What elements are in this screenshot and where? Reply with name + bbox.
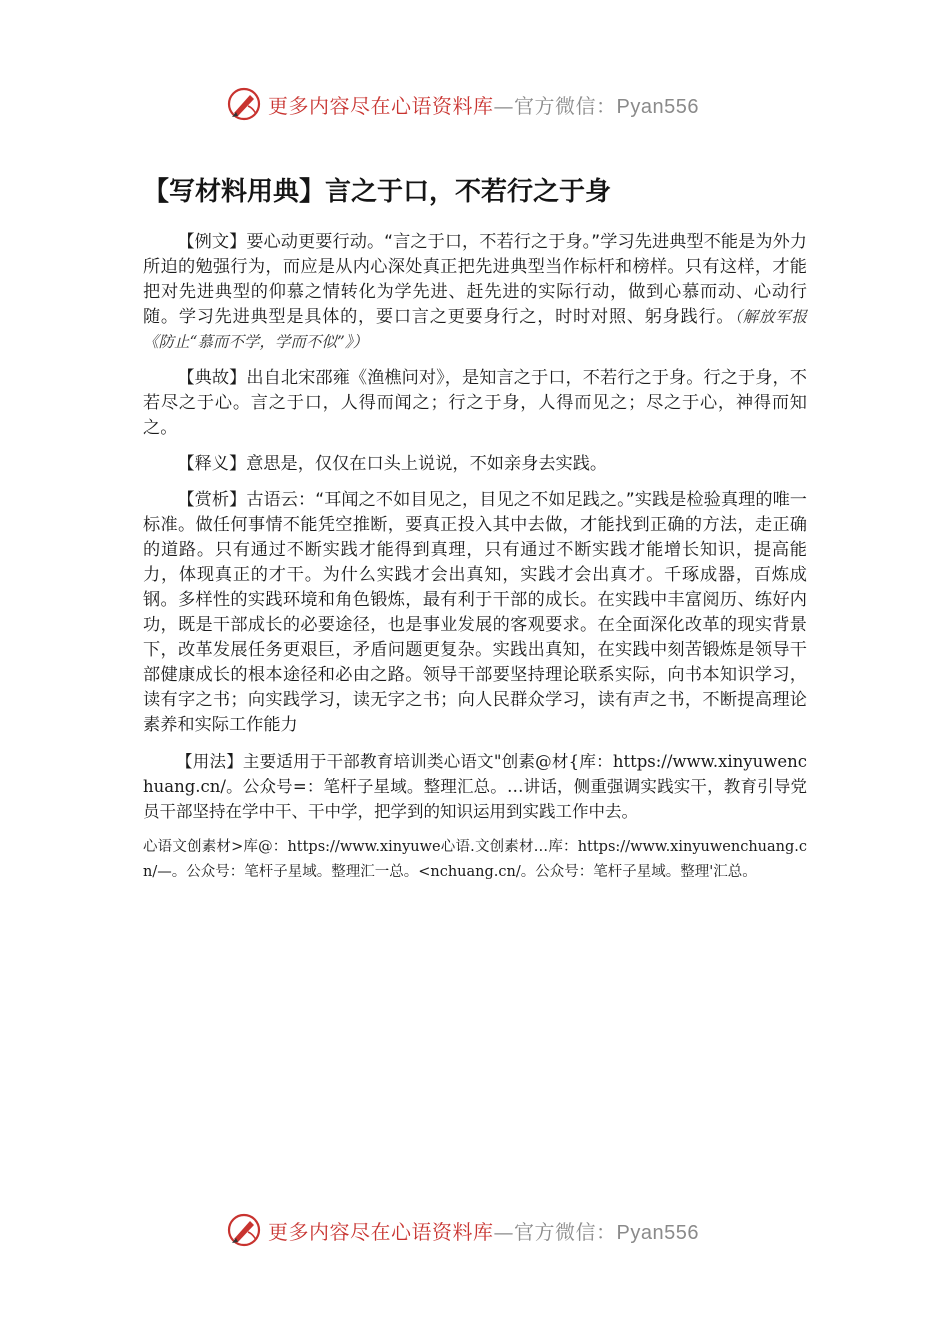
paragraph-origin: 【典故】出自北宋邵雍《渔樵问对》，是知言之于口，不若行之于身。行之于身，不若尽之于心。言之于口，人得而闻之；行之于身，人得而见之；尽之于心，神得而知之。 — [143, 368, 807, 438]
example-text: 【例文】要心动更要行动。“言之于口，不若行之于身。”学习先进典型不能是为外力所迫的勉强行为，而应是从内心深处真正把先进典型当作标杆和榜样。只有这样，才能把对先进典型的仰慕之情转化为学先进、赶先进的实际行动，做到心慕而动、心动行随。学习先进典型是具体的，要口言之更要身行之，时时对照、躬身践行。 — [143, 232, 807, 327]
header-banner — [226, 84, 746, 124]
page-title: 【写材料用典】言之于口，不若行之于身 — [143, 177, 612, 207]
banner-official: —官方微信： — [493, 93, 617, 118]
footer-banner — [226, 1210, 746, 1250]
article-body — [143, 230, 807, 896]
banner-brand: 更多内容尽在心语资料库 — [268, 93, 494, 118]
example-citation: （解放军报《防止“慕而不学，学而不似”》） — [143, 308, 807, 351]
footer-note: 心语文创素材>库@：https://www.xinyuwe心语.文创素材…库：https://www.xinyuwenchuang.cn/—。公众号：笔杆子星域。整理汇一总。<nchuang.cn/。公众号：笔杆子星域。整理'汇总。 — [143, 839, 807, 880]
banner-brand: 更多内容尽在心语资料库 — [268, 1219, 494, 1244]
banner-official: —官方微信： — [493, 1219, 617, 1244]
paragraph-example — [143, 230, 807, 355]
banner-wechat-id: Pyan556 — [616, 95, 699, 118]
banner-text — [268, 90, 699, 119]
paragraph-meaning: 【释义】意思是，仅仅在口头上说说，不如亲身去实践。 — [177, 454, 608, 474]
banner-wechat-id: Pyan556 — [616, 1221, 699, 1244]
paragraph-analysis: 【赏析】古语云：“耳闻之不如目见之，目见之不如足践之。”实践是检验真理的唯一标准。做任何事情不能凭空推断，要真正投入其中去做，才能找到正确的方法，走正确的道路。只有通过不断实践才能得到真理，只有通过不断实践才能增长知识，提高能力，体现真正的才干。为什么实践才会出真知，实践才会出真才。千琢成器，百炼成钢。多样性的实践环境和角色锻炼，最有利于干部的成长。在实践中丰富阅历、练好内功，既是干部成长的必要途径，也是事业发展的客观要求。在全面深化改革的现实背景下，改革发展任务更艰巨，矛盾问题更复杂。实践出真知，在实践中刻苦锻炼是领导干部健康成长的根本途径和必由之路。领导干部要坚持理论联系实际，向书本知识学习，读有字之书；向实践学习，读无字之书；向人民群众学习，读有声之书，不断提高理论素养和实际工作能力 — [143, 490, 807, 735]
paragraph-usage: 【用法】主要适用于干部教育培训类心语文"创素@材{库：https://www.xinyuwenchuang.cn/。公众号=：笔杆子星域。整理汇总。…讲话，侧重强调实践实干，教育引导党员干部坚持在学中干、干中学，把学到的知识运用到实践工作中去。 — [143, 752, 807, 821]
banner-text — [268, 1216, 699, 1245]
pen-logo-icon — [226, 1212, 262, 1248]
pen-logo-icon — [226, 86, 262, 122]
